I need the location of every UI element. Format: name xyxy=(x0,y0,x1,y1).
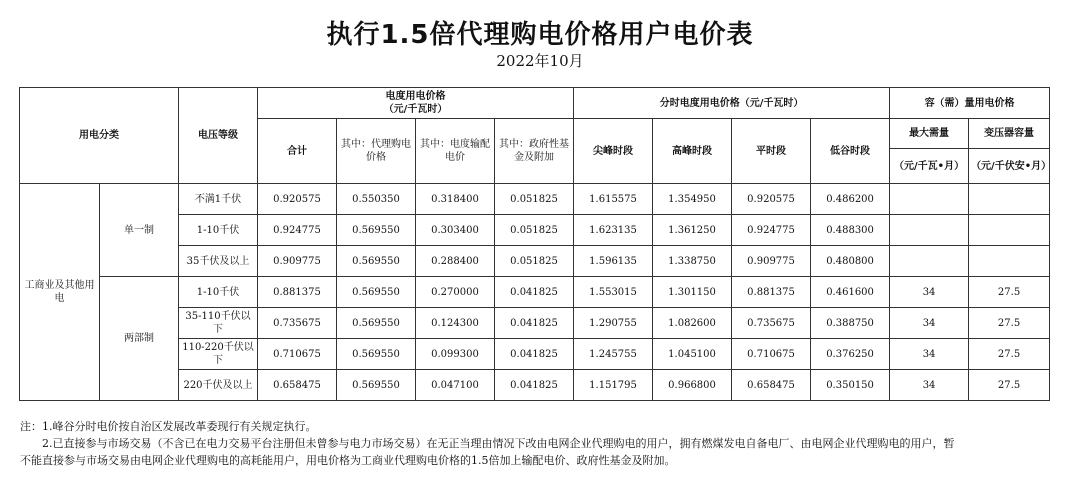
valley-cell: 0.461600 xyxy=(811,277,890,308)
transformer-cell xyxy=(969,215,1050,246)
header-max-demand-unit: （元/千瓦•月） xyxy=(890,149,969,184)
sharp-cell: 1.151795 xyxy=(574,370,653,401)
valley-cell: 0.488300 xyxy=(811,215,890,246)
total-cell: 0.881375 xyxy=(258,277,337,308)
transmission-cell: 0.099300 xyxy=(416,339,495,370)
total-cell: 0.924775 xyxy=(258,215,337,246)
transmission-cell: 0.318400 xyxy=(416,184,495,215)
header-category: 用电分类 xyxy=(20,88,179,184)
header-flat: 平时段 xyxy=(732,119,811,184)
voltage-cell: 1-10千伏 xyxy=(179,215,258,246)
transformer-cell: 27.5 xyxy=(969,308,1050,339)
voltage-cell: 35千伏及以上 xyxy=(179,246,258,277)
header-transformer-unit: （元/千伏安•月） xyxy=(969,149,1050,184)
header-transformer: 变压器容量 xyxy=(969,119,1050,149)
transmission-cell: 0.047100 xyxy=(416,370,495,401)
fund-cell: 0.041825 xyxy=(495,339,574,370)
page-title: 执行1.5倍代理购电价格用户电价表 xyxy=(326,20,754,50)
fund-cell: 0.041825 xyxy=(495,277,574,308)
flat-cell: 0.735675 xyxy=(732,308,811,339)
fund-cell: 0.051825 xyxy=(495,246,574,277)
fund-cell: 0.041825 xyxy=(495,370,574,401)
peak-cell: 1.045100 xyxy=(653,339,732,370)
header-voltage: 电压等级 xyxy=(179,88,258,184)
sharp-cell: 1.623135 xyxy=(574,215,653,246)
table-row xyxy=(20,184,1050,215)
peak-cell: 1.354950 xyxy=(653,184,732,215)
note-line-1: 注：1.峰谷分时电价按自治区发展改革委现行有关规定执行。 xyxy=(20,420,317,433)
purchase-cell: 0.569550 xyxy=(337,339,416,370)
transformer-cell: 27.5 xyxy=(969,339,1050,370)
header-tou-group: 分时电度用电价格（元/千瓦时） xyxy=(574,88,890,119)
total-cell: 0.909775 xyxy=(258,246,337,277)
fund-cell: 0.041825 xyxy=(495,308,574,339)
purchase-cell: 0.550350 xyxy=(337,184,416,215)
valley-cell: 0.350150 xyxy=(811,370,890,401)
page-subtitle: 2022年10月 xyxy=(496,52,584,70)
purchase-cell: 0.569550 xyxy=(337,308,416,339)
total-cell: 0.920575 xyxy=(258,184,337,215)
voltage-cell: 35-110千伏以下 xyxy=(179,308,258,339)
flat-cell: 0.881375 xyxy=(732,277,811,308)
purchase-cell: 0.569550 xyxy=(337,215,416,246)
header-total: 合计 xyxy=(258,119,337,184)
peak-cell: 0.966800 xyxy=(653,370,732,401)
demand-cell: 34 xyxy=(890,277,969,308)
sharp-cell: 1.615575 xyxy=(574,184,653,215)
sharp-cell: 1.290755 xyxy=(574,308,653,339)
flat-cell: 0.920575 xyxy=(732,184,811,215)
total-cell: 0.735675 xyxy=(258,308,337,339)
fund-cell: 0.051825 xyxy=(495,184,574,215)
purchase-cell: 0.569550 xyxy=(337,246,416,277)
flat-cell: 0.710675 xyxy=(732,339,811,370)
voltage-cell: 不满1千伏 xyxy=(179,184,258,215)
demand-cell: 34 xyxy=(890,339,969,370)
valley-cell: 0.376250 xyxy=(811,339,890,370)
peak-cell: 1.338750 xyxy=(653,246,732,277)
sharp-cell: 1.596135 xyxy=(574,246,653,277)
sharp-cell: 1.245755 xyxy=(574,339,653,370)
flat-cell: 0.658475 xyxy=(732,370,811,401)
transmission-cell: 0.288400 xyxy=(416,246,495,277)
voltage-cell: 220千伏及以上 xyxy=(179,370,258,401)
voltage-cell: 1-10千伏 xyxy=(179,277,258,308)
valley-cell: 0.486200 xyxy=(811,184,890,215)
two-part-rate-cell: 两部制 xyxy=(100,277,179,401)
purchase-cell: 0.569550 xyxy=(337,277,416,308)
flat-cell: 0.909775 xyxy=(732,246,811,277)
transmission-cell: 0.270000 xyxy=(416,277,495,308)
demand-cell xyxy=(890,184,969,215)
transmission-cell: 0.303400 xyxy=(416,215,495,246)
valley-cell: 0.480800 xyxy=(811,246,890,277)
peak-cell: 1.301150 xyxy=(653,277,732,308)
flat-cell: 0.924775 xyxy=(732,215,811,246)
price-table xyxy=(19,87,1050,401)
header-fund: 其中：政府性基金及附加 xyxy=(495,119,574,184)
note-line-3: 不能直接参与市场交易由电网企业代理购电的高耗能用户，用电价格为工商业代理购电价格的1.5倍加上输配电价、政府性基金及附加。 xyxy=(20,454,676,467)
transmission-cell: 0.124300 xyxy=(416,308,495,339)
header-transmission: 其中：电度输配电价 xyxy=(416,119,495,184)
transformer-cell: 27.5 xyxy=(969,277,1050,308)
demand-cell xyxy=(890,246,969,277)
voltage-cell: 110-220千伏以下 xyxy=(179,339,258,370)
category-cell: 工商业及其他用电 xyxy=(20,184,100,401)
header-capacity-group: 容（需）量用电价格 xyxy=(890,88,1050,119)
transformer-cell xyxy=(969,184,1050,215)
header-price-group xyxy=(258,88,574,119)
note-line-2: 2.已直接参与市场交易（不含已在电力交易平台注册但未曾参与电力市场交易）在无正当理由情况下改由电网企业代理购电的用户，拥有燃煤发电自备电厂、由电网企业代理购电的用户，暂 xyxy=(42,437,955,450)
demand-cell: 34 xyxy=(890,370,969,401)
header-valley: 低谷时段 xyxy=(811,119,890,184)
purchase-cell: 0.569550 xyxy=(337,370,416,401)
header-peak-sharp: 尖峰时段 xyxy=(574,119,653,184)
transformer-cell: 27.5 xyxy=(969,370,1050,401)
fund-cell: 0.051825 xyxy=(495,215,574,246)
notes xyxy=(20,418,1070,469)
transformer-cell xyxy=(969,246,1050,277)
peak-cell: 1.082600 xyxy=(653,308,732,339)
total-cell: 0.658475 xyxy=(258,370,337,401)
sharp-cell: 1.553015 xyxy=(574,277,653,308)
header-price-group-label: 电度用电价格 xyxy=(385,91,446,102)
single-rate-cell: 单一制 xyxy=(100,184,179,277)
total-cell: 0.710675 xyxy=(258,339,337,370)
header-price-unit: （元/千瓦时） xyxy=(383,104,448,115)
peak-cell: 1.361250 xyxy=(653,215,732,246)
header-peak: 高峰时段 xyxy=(653,119,732,184)
header-purchase: 其中：代理购电价格 xyxy=(337,119,416,184)
table-row xyxy=(20,277,1050,308)
demand-cell: 34 xyxy=(890,308,969,339)
demand-cell xyxy=(890,215,969,246)
header-max-demand: 最大需量 xyxy=(890,119,969,149)
valley-cell: 0.388750 xyxy=(811,308,890,339)
